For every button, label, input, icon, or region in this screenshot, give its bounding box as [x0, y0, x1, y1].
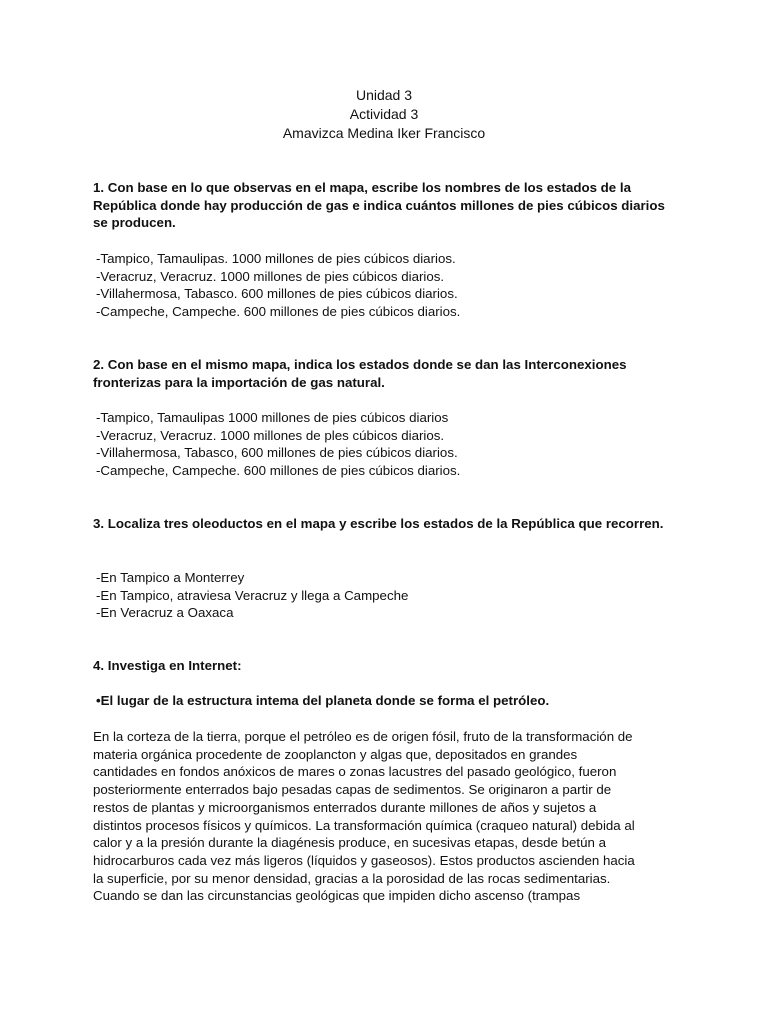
list-item: -Campeche, Campeche. 600 millones de pies cúbicos diarios.: [96, 304, 461, 320]
list-item: -Veracruz, Veracruz. 1000 millones de pies cúbicos diarios.: [96, 268, 445, 284]
question-3-title: 3. Localiza tres oleoductos en el mapa y escribe los estados de la República que recorren.: [93, 516, 664, 531]
question-1-answers: [96, 250, 460, 321]
paragraph-line: posteriormente enterrados bajo pesadas capas de sedimentos. Se originaron a partir de: [93, 782, 612, 798]
question-2-title: 2. Con base en el mismo mapa, indica los estados donde se dan las Interconexiones fronterizas para la importación de gas natural.: [93, 357, 627, 390]
paragraph-line: la superficie, por su menor densidad, gracias a la porosidad de las rocas sedimentarias.: [93, 870, 611, 886]
paragraph-line: calor y a la presión durante la diagénesis produce, en sucesivas etapas, desde betún a: [93, 835, 607, 851]
paragraph-line: restos de plantas y microorganismos enterrados durante millones de años y sujetos a: [93, 799, 597, 815]
answer-paragraph: [93, 728, 635, 905]
question-3-answers: [96, 569, 408, 622]
list-item: -En Veracruz a Oaxaca: [96, 605, 234, 621]
question-1-title: 1. Con base en lo que observas en el mapa, escribe los nombres de los estados de la República donde hay producción de gas e indica cuántos millones de pies cúbicos diarios se producen.: [93, 180, 665, 231]
paragraph-line: materia orgánica procedente de zooplancton y algas que, depositados en grandes: [93, 746, 578, 762]
document-header: [0, 86, 768, 143]
list-item: -Campeche, Campeche. 600 millones de pies cúbicos diarios.: [96, 463, 461, 479]
question-4-title: 4. Investiga en Internet:: [93, 658, 242, 673]
paragraph-line: hidrocarburos cada vez más ligeros (líquidos y gaseosos). Estos productos ascienden hacia: [93, 852, 635, 868]
question-4-subtitle: •El lugar de la estructura intema del planeta donde se forma el petróleo.: [96, 693, 550, 708]
list-item: -Veracruz, Veracruz. 1000 millones de ples cúbicos diarios.: [96, 427, 445, 443]
paragraph-line: distintos procesos físicos y químicos. La transformación química (craqueo natural) debida al: [93, 817, 635, 833]
unit-title: Unidad 3: [355, 87, 413, 103]
list-item: -Tampico, Tamaulipas 1000 millones de pies cúbicos diarios: [96, 410, 449, 425]
list-item: -Tampico, Tamaulipas. 1000 millones de pies cúbicos diarios.: [96, 251, 456, 266]
paragraph-line: Cuando se dan las circunstancias geológicas que impiden dicho ascenso (trampas: [93, 888, 581, 904]
list-item: -Villahermosa, Tabasco, 600 millones de pies cúbicos diarios.: [96, 445, 458, 461]
paragraph-line: En la corteza de la tierra, porque el petróleo es de origen fósil, fruto de la transformación de: [93, 729, 633, 744]
list-item: -En Tampico a Monterrey: [96, 570, 245, 585]
list-item: -En Tampico, atraviesa Veracruz y llega a Campeche: [96, 587, 409, 603]
activity-title: Actividad 3: [349, 106, 419, 122]
paragraph-line: cantidades en fondos anóxicos de mares o zonas lacustres del pasado geológico, fueron: [93, 764, 617, 780]
author-name: Amavizca Medina Iker Francisco: [282, 125, 486, 141]
question-2-answers: [96, 409, 460, 480]
list-item: -Villahermosa, Tabasco. 600 millones de pies cúbicos diarios.: [96, 286, 458, 302]
